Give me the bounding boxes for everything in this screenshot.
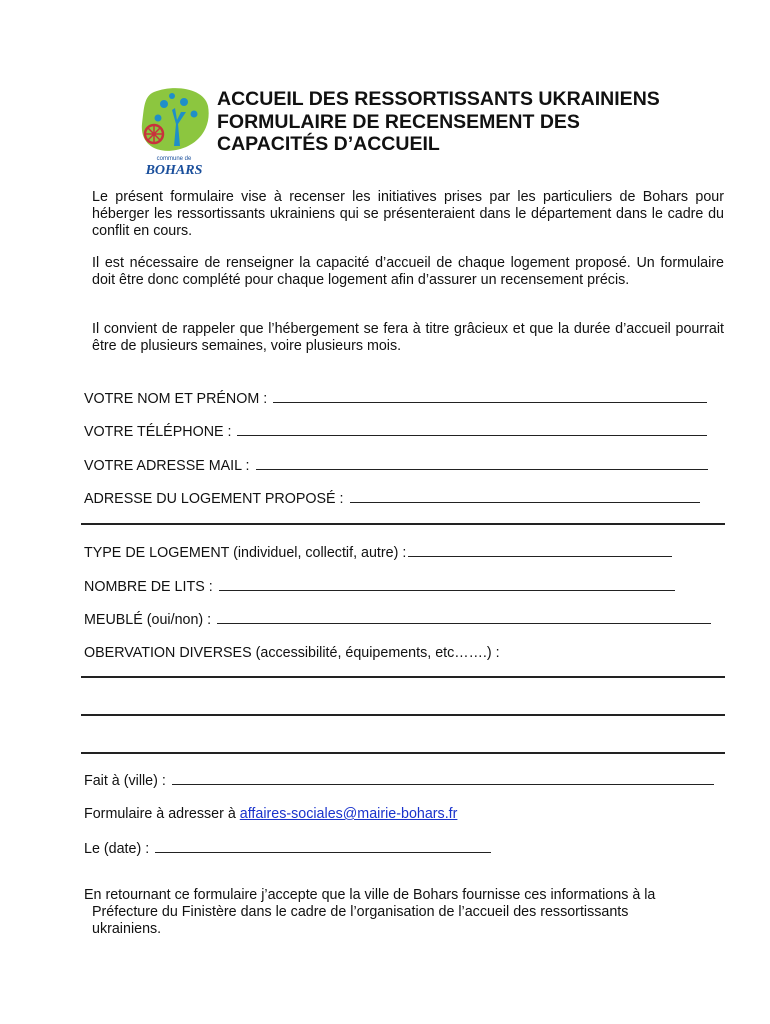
date-field [84, 839, 491, 858]
observations-line-1[interactable] [81, 676, 725, 678]
type-label: TYPE DE LOGEMENT (individuel, collectif, autre) : [84, 545, 407, 561]
intro-paragraph-1: Le présent formulaire vise à recenser les initiatives prises par les particuliers de Bohars pour héberger les ressortissants ukrainiens qui se présenteraient dans le département dans le cadre du conflit en cours. [92, 189, 724, 240]
intro-paragraph-3: Il convient de rappeler que l’hébergement se fera à titre grâcieux et que la durée d’accueil pourrait être de plusieurs semaines, voire plusieurs mois. [92, 321, 724, 355]
furnished-field [84, 610, 711, 629]
send-email-link[interactable]: affaires-sociales@mairie-bohars.fr [239, 806, 458, 822]
page-title [217, 88, 737, 156]
send-to-label: Formulaire à adresser à [84, 806, 240, 822]
phone-input-line[interactable] [237, 422, 707, 436]
send-to-line [84, 805, 457, 823]
beds-label: NOMBRE DE LITS : [84, 579, 217, 595]
city-field [84, 771, 714, 790]
name-label: VOTRE NOM ET PRÉNOM : [84, 391, 272, 407]
beds-field [84, 577, 675, 596]
logo-text: BOHARS [145, 163, 203, 178]
name-input-line[interactable] [273, 389, 707, 403]
beds-input-line[interactable] [219, 577, 675, 591]
title-line-2: FORMULAIRE DE RECENSEMENT DES [217, 110, 580, 133]
consent-text [84, 887, 724, 939]
address-input-line[interactable] [350, 489, 700, 503]
address-field [84, 489, 700, 508]
consent-line-1: En retournant ce formulaire j’accepte que la ville de Bohars fournisse ces informations à la [84, 887, 656, 903]
type-field [84, 543, 672, 562]
observations-line-3[interactable] [81, 752, 725, 754]
address-label: ADRESSE DU LOGEMENT PROPOSÉ : [84, 491, 348, 507]
title-line-3: CAPACITÉS D’ACCUEIL [217, 133, 440, 155]
email-field [84, 456, 708, 475]
date-input-line[interactable] [155, 839, 491, 853]
email-label: VOTRE ADRESSE MAIL : [84, 458, 254, 474]
observations-field [84, 644, 500, 662]
phone-field [84, 422, 707, 441]
consent-line-3: ukrainiens. [92, 921, 162, 938]
city-input-line[interactable] [172, 771, 714, 785]
phone-label: VOTRE TÉLÉPHONE : [84, 424, 236, 440]
intro-paragraph-2: Il est nécessaire de renseigner la capacité d’accueil de chaque logement proposé. Un formulaire doit être donc complété pour chaque logement afin d’assurer un recensement précis. [92, 255, 724, 289]
city-label: Fait à (ville) : [84, 773, 170, 789]
address-continuation-line[interactable] [81, 523, 725, 525]
email-input-line[interactable] [256, 456, 708, 470]
title-line-1: ACCUEIL DES RESSORTISSANTS UKRAINIENS [217, 88, 660, 110]
observations-line-2[interactable] [81, 714, 725, 716]
logo-small-text: commune de [156, 156, 192, 162]
observations-label: OBERVATION DIVERSES (accessibilité, équipements, etc…….) : [84, 645, 500, 661]
consent-line-2: Préfecture du Finistère dans le cadre de l’organisation de l’accueil des ressortissants [92, 904, 629, 921]
furnished-label: MEUBLÉ (oui/non) : [84, 612, 216, 628]
name-field [84, 389, 707, 408]
type-input-line[interactable] [408, 543, 672, 557]
furnished-input-line[interactable] [217, 610, 711, 624]
date-label: Le (date) : [84, 841, 154, 857]
bohars-logo [134, 84, 214, 180]
